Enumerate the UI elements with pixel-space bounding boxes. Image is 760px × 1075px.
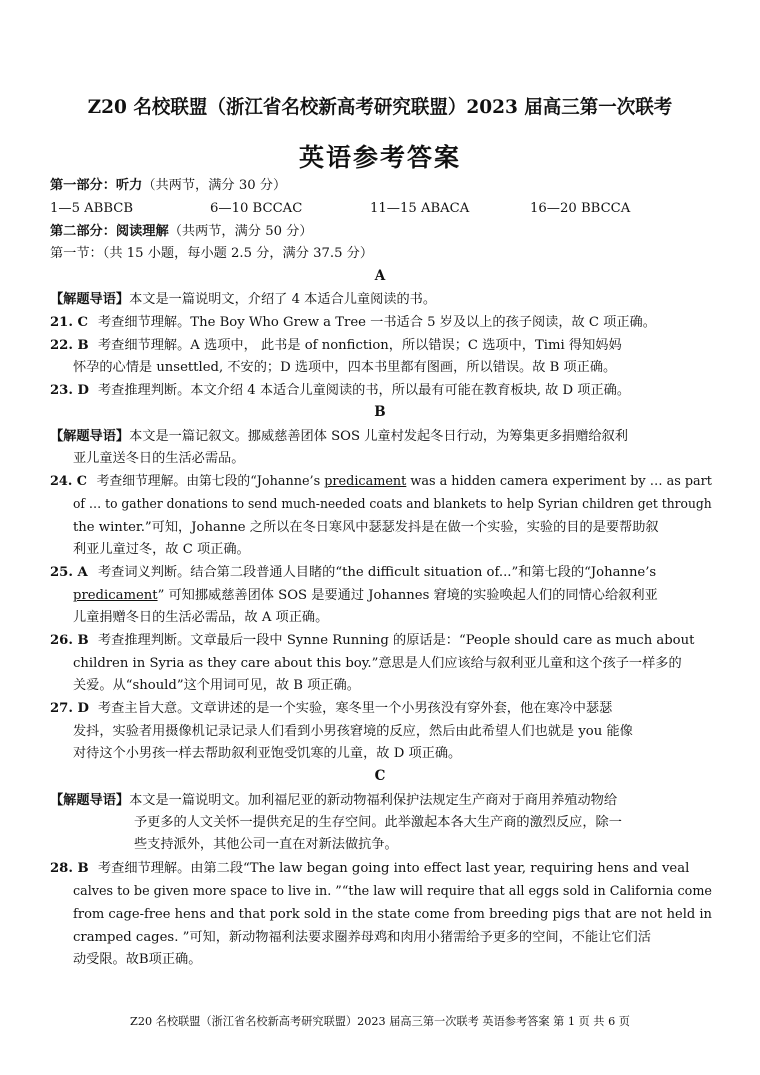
- underlined-word: predicament: [73, 588, 158, 603]
- answer-number: 23. D: [50, 383, 89, 398]
- answer-28-cont-1: calves to be given more space to live in. ”“the law will require that all eggs sold in California come: [73, 884, 712, 899]
- answer-number: 27. D: [50, 701, 89, 716]
- answer-28-cont-3: cramped cages. ”可知，新动物福利法要求圈养母鸡和肉用小猪需给予更多的空间，不能让它们活: [73, 930, 651, 945]
- listening-key-2: 6—10 BCCAC: [210, 201, 303, 216]
- answer-explanation: 考查细节理解。The Boy Who Grew a Tree 一书适合 5 岁及以上的孩子阅读，故 C 项正确。: [98, 315, 656, 330]
- part2-note: （共两节，满分 50 分）: [168, 224, 313, 239]
- answer-explanation: 考查细节理解。由第二段“The law began going into effect last year, requiring hens and veal: [98, 861, 690, 876]
- answer-number: 24. C: [50, 474, 87, 489]
- answer-25-cont-1: [73, 586, 658, 606]
- answer-25-cont-2: 儿童捐赠冬日的生活必需品，故 A 项正确。: [73, 610, 329, 625]
- page-subtitle: 英语参考答案: [298, 143, 461, 172]
- answer-28-cont-2: from cage-free hens and that pork sold in the state come from breeding pigs that are not held in: [73, 907, 712, 922]
- passage-b-guide: [50, 427, 628, 447]
- part1-note: （共两节，满分 30 分）: [142, 178, 287, 193]
- passage-a-letter: A: [374, 268, 386, 284]
- guide-text: 本文是一篇说明文。加利福尼亚的新动物福利保护法规定生产商对于商用养殖动物给: [129, 793, 618, 808]
- guide-label: 【解题导语】: [50, 793, 130, 808]
- answer-24-cont-3: 利亚儿童过冬，故 C 项正确。: [73, 542, 250, 557]
- passage-b-guide-cont: 亚儿童送冬日的生活必需品。: [73, 451, 245, 466]
- page-title: Z20 名校联盟（浙江省名校新高考研究联盟）2023 届高三第一次联考: [87, 96, 673, 118]
- part1-heading: 第一部分：听力: [50, 178, 143, 193]
- answer-number: 21. C: [50, 315, 89, 330]
- answer-22: [50, 336, 622, 356]
- passage-b-letter: B: [374, 404, 386, 420]
- answer-27-cont-1: 发抖，实验者用摄像机记录记录人们看到小男孩窘境的反应，然后由此希望人们也就是 you 能像: [73, 724, 633, 739]
- answer-explanation-tail: was a hidden camera experiment by … as part: [406, 474, 712, 489]
- answer-23: [50, 381, 630, 401]
- passage-c-guide-cont-1: 予更多的人文关怀一提供充足的生存空间。此举激起本各大生产商的激烈反应，除一: [134, 815, 622, 830]
- answer-explanation: 考查推理判断。文章最后一段中 Synne Running 的原话是：“People should care as much about: [98, 633, 695, 648]
- answer-number: 25. A: [50, 565, 88, 580]
- answer-explanation: 考查主旨大意。文章讲述的是一个实验，寒冬里一个小男孩没有穿外套，他在寒冷中瑟瑟: [98, 701, 613, 716]
- answer-27-cont-2: 对待这个小男孩一样去帮助叙利亚饱受饥寒的儿童，故 D 项正确。: [73, 746, 462, 761]
- guide-text: 本文是一篇记叙文。挪威慈善团体 SOS 儿童村发起冬日行动，为筹集更多捐赠给叙利: [129, 429, 628, 444]
- part2-heading: 第二部分：阅读理解: [50, 224, 169, 239]
- answer-26-cont-1: children in Syria as they care about this boy.”意思是人们应该给与叙利亚儿童和这个孩子一样多的: [73, 656, 682, 671]
- part2-heading-line: [50, 222, 313, 242]
- answer-21: [50, 313, 656, 333]
- answer-24-cont-1: of … to gather donations to send much-needed coats and blankets to help Syrian children get through: [73, 497, 712, 512]
- answer-explanation-tail: ” 可知挪威慈善团体 SOS 是要通过 Johannes 窘境的实验唤起人们的同情心给叙利亚: [157, 588, 658, 603]
- answer-27: [50, 699, 612, 719]
- guide-text: 本文是一篇说明文，介绍了 4 本适合儿童阅读的书。: [129, 292, 437, 307]
- answer-number: 26. B: [50, 633, 89, 648]
- answer-explanation: 考查细节理解。A 选项中， 此书是 of nonfiction，所以错误；C 选项中，Timi 得知妈妈: [98, 338, 622, 353]
- page-footer: Z20 名校联盟（浙江省名校新高考研究联盟）2023 届高三第一次联考 英语参考答案 第 1 页 共 6 页: [130, 1014, 630, 1028]
- passage-c-guide-cont-2: 些支持派外，其他公司一直在对新法做抗争。: [134, 837, 398, 852]
- listening-key-1: 1—5 ABBCB: [50, 201, 134, 216]
- answer-explanation: 考查推理判断。本文介绍 4 本适合儿童阅读的书，所以最有可能在教育板块, 故 D 项正确。: [98, 383, 631, 398]
- part1-keys-line: [50, 199, 630, 219]
- answer-26-cont-2: 关爱。从“should”这个用词可见，故 B 项正确。: [73, 678, 360, 693]
- part1-heading-line: [50, 176, 286, 196]
- passage-c-letter: C: [374, 768, 386, 784]
- answer-28-cont-4: 动受限。故B项正确。: [73, 952, 202, 967]
- answer-25: [50, 563, 656, 583]
- answer-22-cont: 怀孕的心情是 unsettled, 不安的；D 选项中，四本书里都有图画，所以错误。故 B 项正确。: [73, 360, 617, 375]
- answer-explanation: 考查细节理解。由第七段的“Johanne’s: [96, 474, 325, 489]
- answer-explanation: 考查词义判断。结合第二段普通人目睹的“the difficult situation of...”和第七段的“Johanne’s: [98, 565, 657, 580]
- answer-24-cont-2: the winter.”可知，Johanne 之所以在冬日寒风中瑟瑟发抖是在做一个实验，实验的目的是要帮助叙: [73, 520, 659, 535]
- answer-24: [50, 472, 712, 492]
- listening-key-3: 11—15 ABACA: [370, 201, 470, 216]
- guide-label: 【解题导语】: [50, 429, 130, 444]
- passage-c-guide: [50, 791, 617, 811]
- passage-a-guide: [50, 290, 436, 310]
- underlined-word: predicament: [324, 474, 407, 489]
- answer-number: 22. B: [50, 338, 89, 353]
- part2-section1: 第一节：（共 15 小题，每小题 2.5 分，满分 37.5 分）: [50, 246, 374, 261]
- answer-number: 28. B: [50, 861, 89, 876]
- guide-label: 【解题导语】: [50, 292, 130, 307]
- answer-28: [50, 859, 689, 879]
- answer-26: [50, 631, 694, 651]
- listening-key-4: 16—20 BBCCA: [530, 201, 631, 216]
